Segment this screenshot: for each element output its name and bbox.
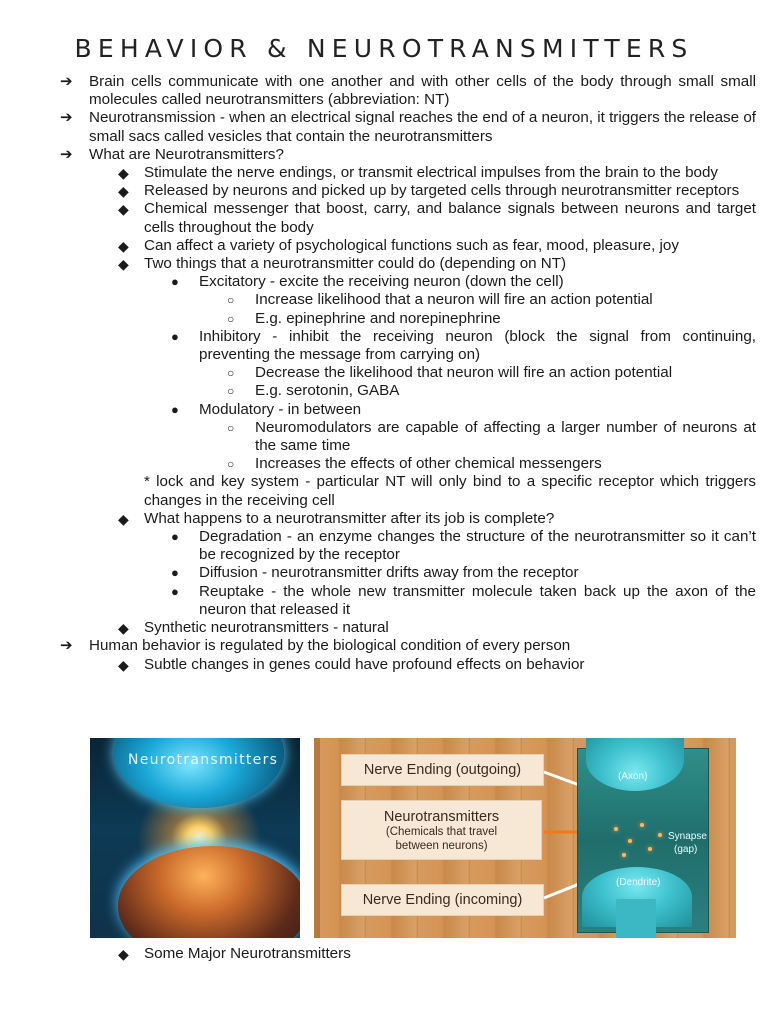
outline-item-text: Decrease the likelihood that neuron will fire an action potential bbox=[255, 364, 673, 382]
synapse-illustration bbox=[577, 748, 709, 933]
outline-item-text: Chemical messenger that boost, carry, and balance signals between neurons and target cells throughout the body bbox=[144, 200, 756, 236]
outline-item bbox=[0, 419, 768, 455]
arrow-bullet-icon: ➔ bbox=[60, 73, 73, 90]
outline-item bbox=[0, 637, 768, 655]
outline-item-text: Synthetic neurotransmitters - natural bbox=[144, 619, 389, 637]
outline-item bbox=[0, 164, 768, 182]
circle-bullet-icon: ○ bbox=[227, 293, 235, 308]
neurotransmitter-image bbox=[90, 738, 300, 938]
diamond-bullet-icon: ◆ bbox=[118, 620, 129, 637]
circle-bullet-icon: ○ bbox=[227, 311, 235, 326]
outline-item-text: Excitatory - excite the receiving neuron (down the cell) bbox=[199, 273, 564, 291]
outline-item bbox=[0, 200, 768, 236]
circle-bullet-icon: ○ bbox=[227, 384, 235, 399]
dot-bullet-icon: ● bbox=[171, 583, 179, 599]
outline-item-text: Human behavior is regulated by the biological condition of every person bbox=[89, 637, 571, 655]
outline-item-text: What happens to a neurotransmitter after its job is complete? bbox=[144, 509, 555, 527]
nt-particle bbox=[648, 847, 652, 851]
synapse-label: Synapse bbox=[668, 831, 707, 842]
outline-note bbox=[0, 473, 768, 509]
diamond-bullet-icon: ◆ bbox=[118, 237, 129, 254]
outline-item-text: Degradation - an enzyme changes the structure of the neurotransmitter so it can’t be recognized by the receptor bbox=[199, 528, 756, 564]
outline-item bbox=[0, 73, 768, 109]
dot-bullet-icon: ● bbox=[171, 401, 179, 417]
outline-item-text: Two things that a neurotransmitter could do (depending on NT) bbox=[144, 255, 567, 273]
arrow-bullet-icon: ➔ bbox=[60, 145, 73, 163]
outline-item bbox=[0, 310, 768, 328]
nt-particle bbox=[628, 839, 632, 843]
synapse-diagram bbox=[314, 738, 736, 938]
outline-item-text: Modulatory - in between bbox=[199, 400, 362, 418]
outline-item-text: E.g. serotonin, GABA bbox=[255, 382, 400, 400]
diamond-bullet-icon: ◆ bbox=[118, 201, 129, 218]
nt-particle bbox=[640, 823, 644, 827]
outline-item-text: Some Major Neurotransmitters bbox=[144, 945, 351, 962]
outline-list bbox=[0, 73, 768, 674]
outline-item bbox=[0, 182, 768, 200]
arrow-bullet-icon: ➔ bbox=[60, 637, 73, 655]
final-list bbox=[0, 945, 768, 963]
outline-item bbox=[0, 619, 768, 637]
nt-particle bbox=[658, 833, 662, 837]
outline-item bbox=[0, 273, 768, 291]
outline-item-text: Inhibitory - inhibit the receiving neuron (block the signal from continuing, preventing the message from carrying on) bbox=[199, 327, 756, 364]
circle-bullet-icon: ○ bbox=[227, 366, 235, 381]
page-title: BEHAVIOR & NEUROTRANSMITTERS bbox=[74, 34, 694, 63]
outline-item-text: Increases the effects of other chemical messengers bbox=[255, 455, 602, 473]
outline-item-text: * lock and key system - particular NT will only bind to a specific receptor which triggers changes in the receiving cell bbox=[144, 473, 756, 509]
outline-item-text: Released by neurons and picked up by targeted cells through neurotransmitter receptors bbox=[144, 182, 740, 200]
outline-item-text: Diffusion - neurotransmitter drifts away from the receptor bbox=[199, 564, 579, 582]
outline-item-text: Neuromodulators are capable of affecting a larger number of neurons at the same time bbox=[255, 418, 756, 455]
outline-item bbox=[0, 146, 768, 164]
upper-neuron-terminal bbox=[114, 738, 284, 808]
dot-bullet-icon: ● bbox=[171, 565, 179, 581]
outline-item bbox=[0, 328, 768, 364]
dot-bullet-icon: ● bbox=[171, 274, 179, 290]
diamond-bullet-icon: ◆ bbox=[118, 946, 129, 962]
lower-neuron-terminal bbox=[118, 846, 300, 938]
outline-item bbox=[0, 510, 768, 528]
diamond-bullet-icon: ◆ bbox=[118, 510, 129, 527]
diamond-bullet-icon: ◆ bbox=[118, 183, 129, 200]
dendrite-stem bbox=[616, 899, 656, 938]
outline-item-text: Stimulate the nerve endings, or transmit electrical impulses from the brain to the body bbox=[144, 164, 719, 182]
circle-bullet-icon: ○ bbox=[227, 457, 235, 472]
outline-item bbox=[0, 945, 768, 963]
outline-item bbox=[0, 255, 768, 273]
outline-item bbox=[0, 364, 768, 382]
outline-item bbox=[0, 237, 768, 255]
label-neurotransmitters-title: Neurotransmitters bbox=[383, 809, 500, 825]
outline-item-text: Subtle changes in genes could have profound effects on behavior bbox=[144, 655, 585, 673]
label-nerve-ending-incoming: Nerve Ending (incoming) bbox=[341, 884, 544, 916]
circle-bullet-icon: ○ bbox=[227, 420, 235, 435]
outline-item bbox=[0, 291, 768, 309]
label-neurotransmitters-sub2: between neurons) bbox=[395, 840, 488, 852]
dot-bullet-icon: ● bbox=[171, 328, 179, 344]
outline-item bbox=[0, 109, 768, 145]
diamond-bullet-icon: ◆ bbox=[118, 656, 129, 673]
outline-item bbox=[0, 401, 768, 419]
outline-item-text: Increase likelihood that a neuron will fire an action potential bbox=[255, 291, 653, 309]
nt-particle bbox=[622, 853, 626, 857]
outline-item-text: Neurotransmission - when an electrical signal reaches the end of a neuron, it triggers the release of small sacs called vesicles that contain the neurotransmitters bbox=[89, 109, 756, 145]
label-neurotransmitters-sub1: (Chemicals that travel bbox=[385, 826, 498, 838]
dot-bullet-icon: ● bbox=[171, 529, 179, 545]
label-nerve-ending-outgoing: Nerve Ending (outgoing) bbox=[341, 754, 544, 786]
arrow-bullet-icon: ➔ bbox=[60, 109, 73, 127]
outline-item bbox=[0, 382, 768, 400]
outline-item bbox=[0, 455, 768, 473]
diamond-bullet-icon: ◆ bbox=[118, 256, 129, 273]
outline-item bbox=[0, 528, 768, 564]
dendrite-label: (Dendrite) bbox=[616, 877, 661, 888]
outline-item-text: What are Neurotransmitters? bbox=[89, 145, 284, 163]
outline-item bbox=[0, 656, 768, 674]
outline-item-text: Can affect a variety of psychological functions such as fear, mood, pleasure, joy bbox=[144, 236, 679, 254]
diamond-bullet-icon: ◆ bbox=[118, 165, 129, 182]
outline-item bbox=[0, 564, 768, 582]
outline-item-text: Reuptake - the whole new transmitter molecule taken back up the axon of the neuron that released it bbox=[199, 582, 756, 618]
axon-label: (Axon) bbox=[618, 771, 648, 782]
outline-item bbox=[0, 583, 768, 619]
image-caption: Neurotransmitters bbox=[128, 752, 279, 768]
outline-item-text: E.g. epinephrine and norepinephrine bbox=[255, 309, 501, 327]
nt-particle bbox=[614, 827, 618, 831]
outline-item-text: Brain cells communicate with one another and with other cells of the body through small small molecules called neurotransmitters (abbreviation: NT) bbox=[89, 73, 756, 109]
gap-label: (gap) bbox=[674, 844, 698, 855]
axon-terminal bbox=[586, 738, 684, 791]
